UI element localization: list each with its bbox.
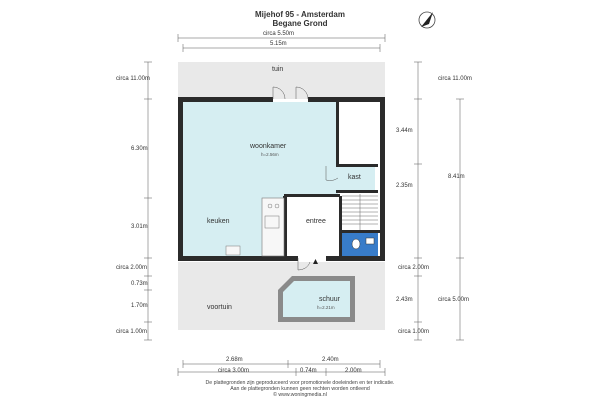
woonkamer-room [183, 102, 338, 198]
dim-left-front-strip: circa 2.00m [116, 265, 148, 271]
room-label-entree: entree [306, 218, 326, 225]
keuken-room [183, 198, 263, 256]
dim-right-upper: 3.44m [396, 128, 413, 134]
dim-right-total: 8.41m [448, 174, 465, 180]
dim-right-kast: 2.35m [396, 183, 413, 189]
room-label-keuken: keuken [207, 218, 230, 225]
dim-right-front-strip: circa 2.00m [398, 265, 430, 271]
dim-left-keuken: 3.01m [131, 224, 148, 230]
plan-title: Mijehof 95 - Amsterdam [255, 10, 345, 19]
dim-bottom-outer-mid: 0.74m [300, 368, 317, 374]
copyright-link[interactable]: © www.woningmedia.nl [273, 392, 327, 398]
dim-right-tuin: circa 11.00m [438, 76, 472, 82]
dim-left-step: 0.73m [131, 281, 148, 287]
disclaimer-line-1: De plattegronden zijn geproduceerd voor promotionele doeleinden en ter indicatie. [205, 380, 395, 386]
entrance-arrow-icon [313, 259, 318, 264]
room-label-schuur: schuur [319, 296, 341, 303]
room-height-schuur: h=2.21m [317, 305, 335, 310]
dim-left-voortuin: 1.70m [131, 303, 148, 309]
dim-left-front-edge: circa 1.00m [116, 329, 148, 335]
left-dimension-lines [144, 62, 152, 340]
plan-subtitle: Begane Grond [272, 19, 328, 28]
room-label-kast: kast [348, 174, 361, 181]
room-label-voortuin: voortuin [207, 304, 232, 311]
dim-right-schuur: 2.43m [396, 297, 413, 303]
room-label-tuin: tuin [272, 66, 284, 73]
dim-right-schuur-total: circa 5.00m [438, 297, 470, 303]
room-height-woonkamer: h=2.56m [261, 152, 279, 157]
entree-room [287, 196, 340, 258]
dim-bottom-outer-right: 2.00m [345, 368, 362, 374]
front-strip-area [178, 262, 385, 276]
dim-top-outer: circa 5.50m [263, 31, 295, 37]
room-label-woonkamer: woonkamer [250, 143, 287, 150]
schuur-room [278, 276, 355, 322]
dim-bottom-inner-right: 2.40m [322, 357, 339, 363]
disclaimer-line-2: Aan de plattegronden kunnen geen rechten worden ontleend [230, 386, 370, 392]
dim-top-inner: 5.15m [270, 41, 287, 47]
dim-bottom-inner-left: 2.68m [226, 357, 243, 363]
dim-left-tuin: circa 11.00m [116, 76, 150, 82]
north-arrow-icon [419, 12, 435, 28]
voortuin-area [178, 276, 278, 330]
dim-left-woonkamer: 6.30m [131, 146, 148, 152]
dim-bottom-outer-left: circa 3.00m [218, 368, 250, 374]
dim-right-front-edge: circa 1.00m [398, 329, 430, 335]
